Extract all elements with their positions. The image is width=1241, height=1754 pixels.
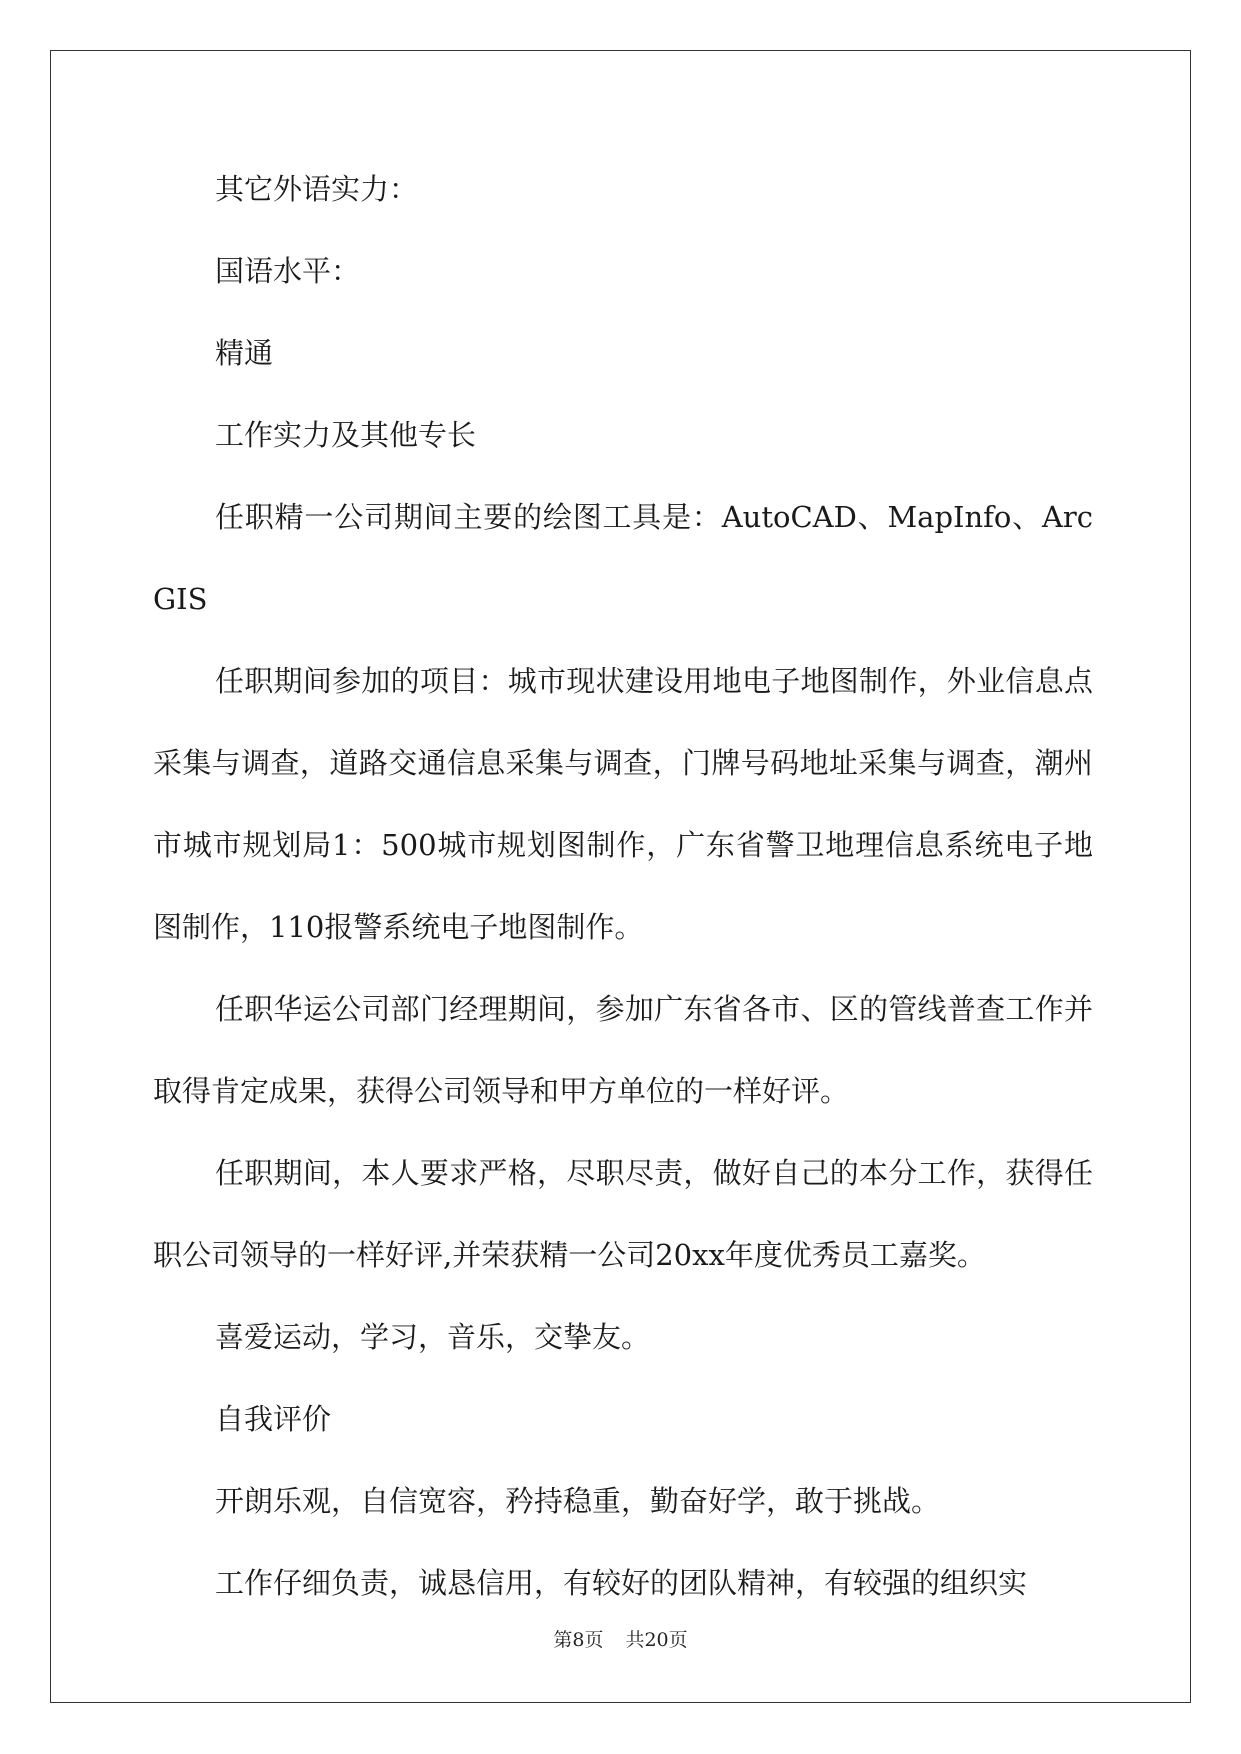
paragraph-personality: 开朗乐观，自信宽容，矜持稳重，勤奋好学，敢于挑战。 [215, 1484, 941, 1518]
paragraph-other-languages: 其它外语实力： [215, 172, 419, 206]
paragraph-work-quality: 工作仔细负责，诚恳信用，有较好的团队精神，有较强的组织实 [215, 1566, 1028, 1600]
page-number: 第8页 [553, 1629, 604, 1651]
page-total: 共20页 [625, 1629, 688, 1651]
section-heading-skills: 工作实力及其他专长 [215, 418, 477, 452]
paragraph-proficient: 精通 [215, 336, 274, 370]
paragraph-hobbies: 喜爱运动，学习，音乐，交挚友。 [215, 1320, 651, 1354]
paragraph-mandarin-level: 国语水平： [215, 254, 361, 288]
document-body [153, 148, 1093, 1624]
paragraph-huayun-experience: 任职华运公司部门经理期间，参加广东省各市、区的管线普查工作并取得肯定成果，获得公司领导和甲方单位的一样好评。 [153, 992, 1093, 1108]
paragraph-projects: 任职期间参加的项目：城市现状建设用地电子地图制作，外业信息点采集与调查，道路交通信息采集与调查，门牌号码地址采集与调查，潮州市城市规划局1：500城市规划图制作，广东省警卫地理信息系统电子地图制作，110报警系统电子地图制作。 [153, 664, 1093, 944]
section-heading-self-evaluation: 自我评价 [215, 1402, 332, 1436]
paragraph-tools: 任职精一公司期间主要的绘图工具是：AutoCAD、MapInfo、ArcGIS [153, 500, 1093, 616]
page-footer [0, 1628, 1241, 1652]
paragraph-work-attitude: 任职期间，本人要求严格，尽职尽责，做好自己的本分工作，获得任职公司领导的一样好评,并荣获精一公司20xx年度优秀员工嘉奖。 [153, 1156, 1093, 1272]
